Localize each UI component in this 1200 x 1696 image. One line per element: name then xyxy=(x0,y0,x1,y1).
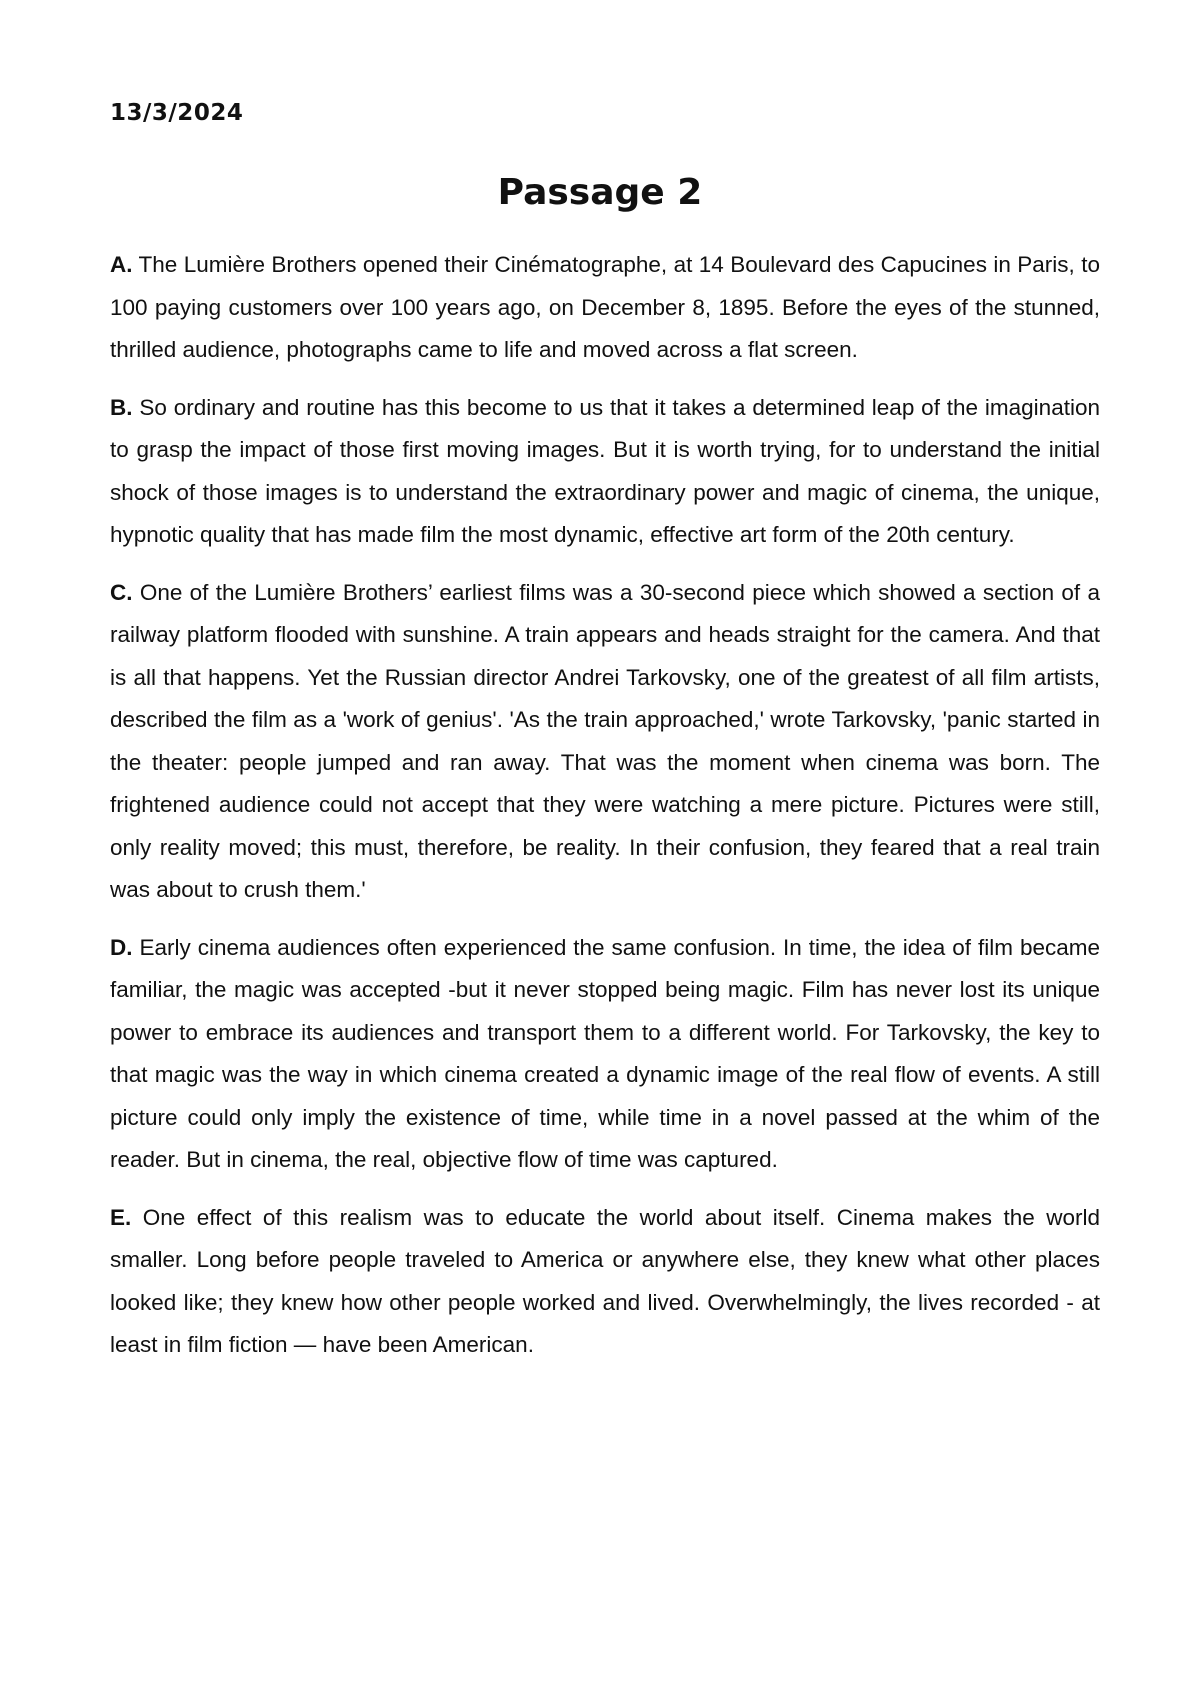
paragraph-label: D. xyxy=(110,934,133,960)
paragraph-label: B. xyxy=(110,394,133,420)
paragraph-text: Early cinema audiences often experienced the same confusion. In time, the idea of film became familiar, the magic was accepted -but it never stopped being magic. Film has never lost its unique power to embrace its audiences and transport them to a different world. For Tarkovsky, the key to that magic was the way in which cinema created a dynamic image of the real flow of events. A still picture could only imply the existence of time, while time in a novel passed at the whim of the reader. But in cinema, the real, objective flow of time was captured. xyxy=(110,934,1100,1172)
passage-body xyxy=(110,244,1100,1382)
paragraph-label: E. xyxy=(110,1204,132,1230)
paragraph-e xyxy=(110,1197,1100,1367)
page-title: Passage 2 xyxy=(497,172,703,213)
paragraph-label: C. xyxy=(110,579,133,605)
paragraph-d xyxy=(110,927,1100,1182)
paragraph-b xyxy=(110,387,1100,557)
paragraph-c xyxy=(110,572,1100,912)
paragraph-text: One effect of this realism was to educate the world about itself. Cinema makes the world smaller. Long before people traveled to America or anywhere else, they knew what other places looked like; they knew how other people worked and lived. Overwhelmingly, the lives recorded - at least in film fiction — have been American. xyxy=(110,1204,1100,1357)
paragraph-a xyxy=(110,244,1100,372)
paragraph-text: One of the Lumière Brothers’ earliest films was a 30-second piece which showed a section of a railway platform flooded with sunshine. A train appears and heads straight for the camera. And that is all that happens. Yet the Russian director Andrei Tarkovsky, one of the greatest of all film artists, described the film as a 'work of genius'. 'As the train approached,' wrote Tarkovsky, 'panic started in the theater: people jumped and ran away. That was the moment when cinema was born. The frightened audience could not accept that they were watching a mere picture. Pictures were still, only reality moved; this must, therefore, be reality. In their confusion, they feared that a real train was about to crush them.' xyxy=(110,579,1100,902)
paragraph-label: A. xyxy=(110,252,133,277)
paragraph-text: The Lumière Brothers opened their Cinématographe, at 14 Boulevard des Capucines in Paris, to 100 paying customers over 100 years ago, on December 8, 1895. Before the eyes of the stunned, thrilled audience, photographs came to life and moved across a flat screen. xyxy=(110,252,1100,362)
paragraph-text: So ordinary and routine has this become to us that it takes a determined leap of the imagination to grasp the impact of those first moving images. But it is worth trying, for to understand the initial shock of those images is to understand the extraordinary power and magic of cinema, the unique, hypnotic quality that has made film the most dynamic, effective art form of the 20th century. xyxy=(110,394,1100,547)
document-date: 13/3/2024 xyxy=(110,100,244,126)
